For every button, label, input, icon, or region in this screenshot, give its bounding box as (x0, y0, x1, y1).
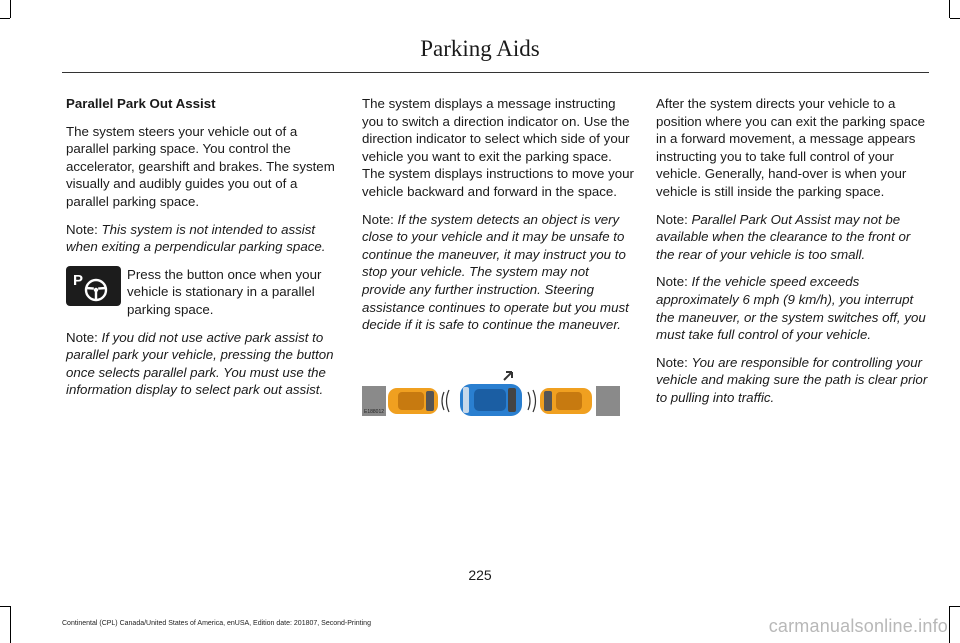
page-title: Parking Aids (420, 36, 540, 61)
note-label: Note: (656, 211, 688, 227)
note-text: If the system detects an object is very close to your vehicle and it may be unsafe to continue the maneuver, it may instruct you to stop your vehicle. The system may not provide any further instruction. Steering assistance continues to operate but you must decide if it is safe to continue the maneuver. (362, 211, 629, 333)
column-3 (656, 95, 932, 417)
page-number: 225 (468, 567, 492, 583)
note (656, 354, 932, 407)
column-2 (362, 95, 634, 344)
illustration-code: E188012 (364, 409, 385, 415)
paragraph: After the system directs your vehicle to a position where you can exit the parking space in a forward movement, a message appears instructing you to take full control of your vehicle. Generally, hand-over is when your vehicle is still inside the parking space. (656, 96, 926, 199)
column-1 (66, 95, 338, 409)
crop-mark (950, 18, 960, 19)
button-instruction-text: Press the button once when your vehicle is stationary in a parallel parking space. (127, 266, 322, 317)
note-label: Note: (656, 274, 688, 290)
note-text: If you did not use active park assist to parallel park your vehicle, pressing the button once selects parallel park. You must use the information display to select park out assist. (66, 329, 334, 398)
note-label: Note: (656, 354, 688, 370)
crop-mark (10, 606, 11, 643)
note-label: Note: (66, 221, 98, 237)
section-heading: Parallel Park Out Assist (66, 96, 216, 111)
note-text: Parallel Park Out Assist may not be available when the clearance to the front or the rear of your vehicle is too small. (656, 211, 911, 262)
watermark: carmanualsonline.info (768, 616, 948, 636)
note-text: This system is not intended to assist when exiting a perpendicular parking space. (66, 221, 326, 255)
crop-mark (949, 606, 950, 643)
crop-mark (0, 18, 10, 19)
parking-illustration (362, 366, 620, 418)
parking-steering-button-icon (66, 266, 121, 306)
crop-mark (10, 0, 11, 18)
svg-text:P: P (73, 271, 84, 289)
crop-mark (949, 0, 950, 18)
note (66, 329, 338, 399)
note-text: You are responsible for controlling your vehicle and making sure the path is clear prior to pulling into traffic. (656, 354, 928, 405)
button-instruction (66, 266, 338, 319)
note-label: Note: (66, 329, 98, 345)
note (656, 273, 932, 343)
note (362, 211, 634, 334)
note (656, 211, 932, 264)
note (66, 221, 338, 256)
paragraph: The system steers your vehicle out of a parallel parking space. You control the accelerator, gearshift and brakes. The system visually and audibly guides you out of a parallel parking space. (66, 123, 335, 209)
crop-mark (0, 606, 10, 607)
edition-footer: Continental (CPL) Canada/United States of America, enUSA, Edition date: 201807, Second-Printing (62, 620, 371, 627)
header-divider (62, 72, 929, 73)
note-label: Note: (362, 211, 394, 227)
crop-mark (950, 606, 960, 607)
note-text: If the vehicle speed exceeds approximately 6 mph (9 km/h), you interrupt the maneuver, or the system switches off, you must take full control of your vehicle. (656, 274, 926, 343)
paragraph: The system displays a message instructing you to switch a direction indicator on. Use the direction indicator to select which side of your vehicle you want to exit the parking space. The system displays instructions to move your vehicle backward and forward in the space. (362, 96, 634, 199)
